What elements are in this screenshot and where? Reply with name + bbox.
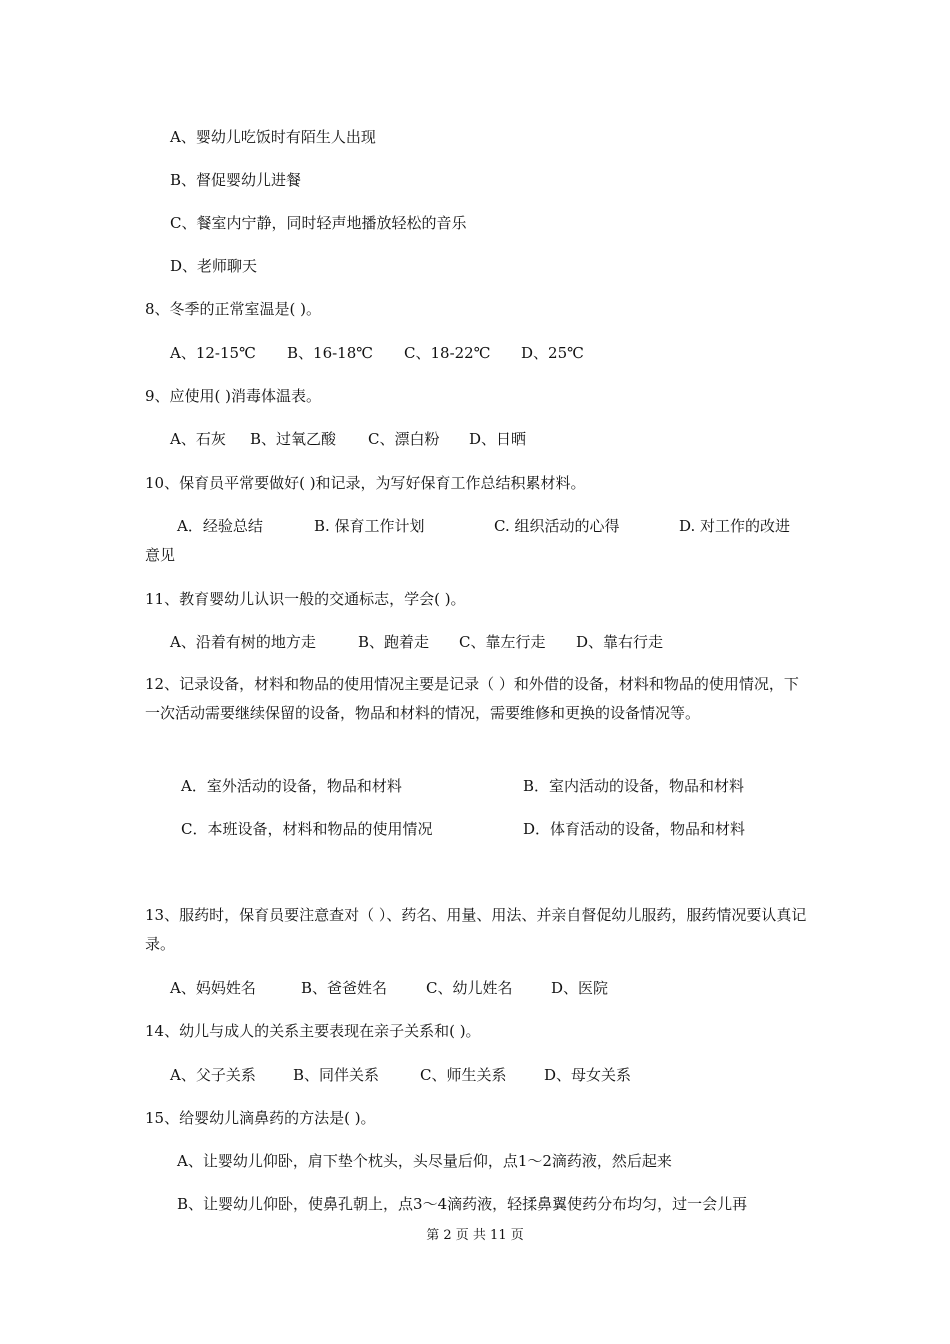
q15-option-b: B、让婴幼儿仰卧，使鼻孔朝上，点3～4滴药液，轻揉鼻翼使药分布均匀，过一会儿再 (177, 1195, 748, 1213)
q7-option-a: A、婴幼儿吃饭时有陌生人出现 (170, 128, 376, 146)
q8-stem: 8、冬季的正常室温是( )。 (145, 300, 322, 318)
q9-option-c: C、漂白粉 (368, 430, 440, 448)
q12-option-c: C．本班设备，材料和物品的使用情况 (181, 820, 433, 838)
q13-option-a: A、妈妈姓名 (170, 979, 256, 997)
q14-option-c: C、师生关系 (420, 1066, 507, 1084)
q14-option-a: A、父子关系 (170, 1066, 256, 1084)
q10-option-a: A．经验总结 (177, 517, 263, 535)
q11-option-d: D、靠右行走 (576, 633, 664, 651)
q11-options (170, 631, 810, 653)
q8-options (170, 342, 810, 364)
q15-stem: 15、给婴幼儿滴鼻药的方法是( )。 (145, 1109, 376, 1127)
q11-option-c: C、靠左行走 (459, 633, 546, 651)
q13-options (170, 977, 810, 999)
q13-option-d: D、医院 (551, 979, 609, 997)
q8-option-c: C、18-22℃ (404, 344, 491, 362)
q13-option-c: C、幼儿姓名 (426, 979, 513, 997)
q8-option-b: B、16-18℃ (287, 344, 374, 362)
q12-option-b: B．室内活动的设备，物品和材料 (523, 777, 745, 795)
q13-stem: 13、服药时，保育员要注意查对（ ）、药名、用量、用法、并亲自督促幼儿服药，服药情况要认真记录。 (145, 906, 807, 953)
q9-option-b: B、过氧乙酸 (250, 430, 337, 448)
q14-options (170, 1064, 810, 1086)
q14-option-b: B、同伴关系 (293, 1066, 380, 1084)
q12-option-a: A．室外活动的设备，物品和材料 (181, 777, 402, 795)
q14-option-d: D、母女关系 (544, 1066, 632, 1084)
q11-stem: 11、教育婴幼儿认识一般的交通标志，学会( )。 (145, 590, 466, 608)
q8-option-a: A、12-15℃ (170, 344, 256, 362)
q9-option-a: A、石灰 (170, 430, 226, 448)
q10-option-b: B. 保育工作计划 (314, 517, 425, 535)
q7-option-c: C、餐室内宁静，同时轻声地播放轻松的音乐 (170, 214, 467, 232)
q10-option-c: C. 组织活动的心得 (494, 517, 620, 535)
q9-option-d: D、日晒 (469, 430, 527, 448)
q10-option-d-continued: 意见 (145, 546, 176, 564)
q7-option-d: D、老师聊天 (170, 257, 258, 275)
q14-stem: 14、幼儿与成人的关系主要表现在亲子关系和( )。 (145, 1022, 481, 1040)
q11-option-a: A、沿着有树的地方走 (170, 633, 316, 651)
q15-option-a: A、让婴幼儿仰卧，肩下垫个枕头，头尽量后仰，点1～2滴药液，然后起来 (177, 1152, 672, 1170)
q13-option-b: B、爸爸姓名 (301, 979, 388, 997)
q11-option-b: B、跑着走 (358, 633, 430, 651)
q9-stem: 9、应使用( )消毒体温表。 (145, 387, 322, 405)
q12-stem: 12、记录设备，材料和物品的使用情况主要是记录（ ）和外借的设备，材料和物品的使用情况，下一次活动需要继续保留的设备，物品和材料的情况，需要维修和更换的设备情况等。 (145, 675, 799, 722)
q9-options (170, 428, 810, 450)
q8-option-d: D、25℃ (521, 344, 584, 362)
q10-stem: 10、保育员平常要做好( )和记录，为写好保育工作总结积累材料。 (145, 474, 586, 492)
page-footer: 第 2 页 共 11 页 (426, 1228, 524, 1243)
q12-option-d: D．体育活动的设备，物品和材料 (523, 820, 746, 838)
q7-option-b: B、督促婴幼儿进餐 (170, 171, 302, 189)
q10-options (177, 515, 810, 537)
q10-option-d: D. 对工作的改进 (679, 517, 791, 535)
